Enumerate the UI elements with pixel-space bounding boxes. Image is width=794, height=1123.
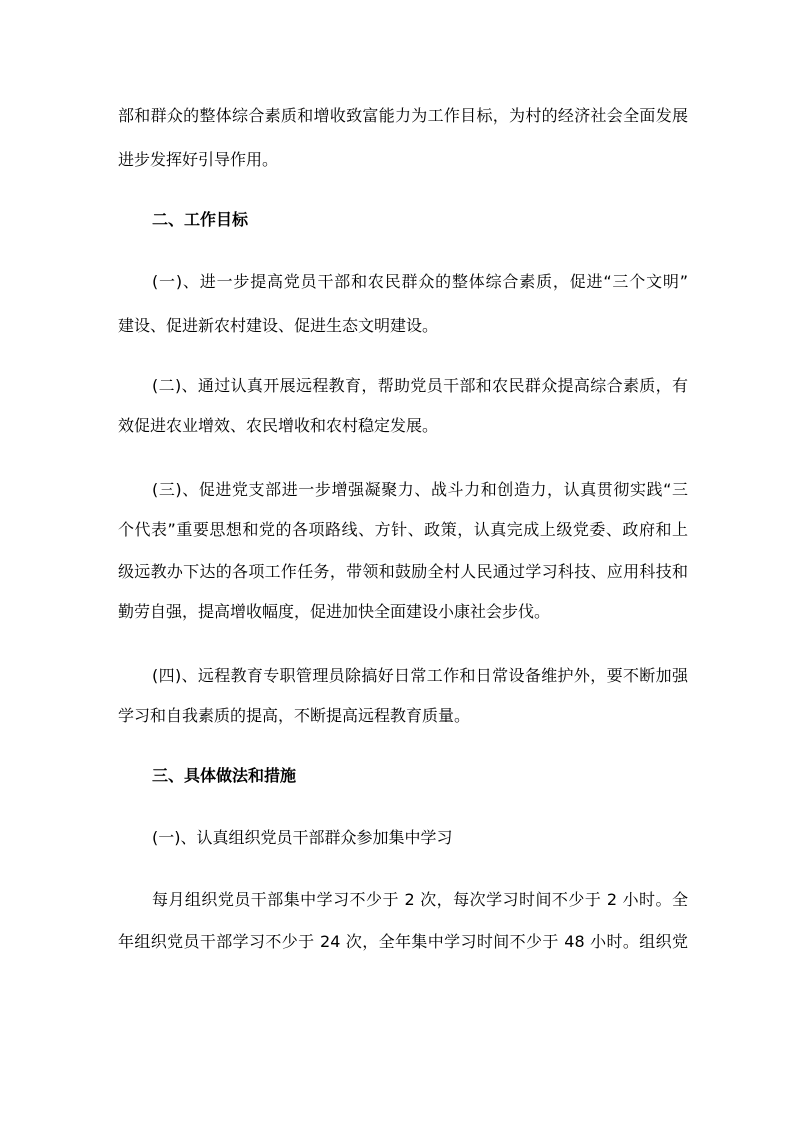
goal-1-line-1: (一)、进一步提高党员干部和农民群众的整体综合素质，促进“三个文明”	[152, 272, 688, 291]
goal-2-line-2: 效促进农业增效、农民增收和农村稳定发展。	[118, 416, 439, 435]
goal-3-line-2: 个代表”重要思想和党的各项路线、方针、政策，认真完成上级党委、政府和上	[118, 520, 688, 539]
section-3-heading: 三、具体做法和措施	[152, 766, 297, 785]
goal-4-line-2: 学习和自我素质的提高，不断提高远程教育质量。	[118, 706, 471, 725]
goal-3-line-1: (三)、促进党支部进一步增强凝聚力、战斗力和创造力，认真贯彻实践“三	[152, 480, 688, 499]
section-2-heading: 二、工作目标	[152, 210, 249, 229]
goal-1-line-2: 建设、促进新农村建设、促进生态文明建设。	[118, 316, 439, 335]
intro-line-1: 部和群众的整体综合素质和增收致富能力为工作目标，为村的经济社会全面发展	[118, 106, 688, 125]
intro-line-2: 进步发挥好引导作用。	[118, 150, 279, 169]
measure-1-line-1: 每月组织党员干部集中学习不少于 2 次，每次学习时间不少于 2 小时。全	[152, 890, 688, 909]
measure-1-subheading: (一)、认真组织党员干部群众参加集中学习	[152, 828, 453, 847]
goal-4-line-1: (四)、远程教育专职管理员除搞好日常工作和日常设备维护外，要不断加强	[152, 666, 688, 685]
goal-3-line-3: 级远教办下达的各项工作任务，带领和鼓励全村人民通过学习科技、应用科技和	[118, 562, 688, 581]
measure-1-line-2: 年组织党员干部学习不少于 24 次，全年集中学习时间不少于 48 小时。组织党	[118, 932, 688, 951]
goal-2-line-1: (二)、通过认真开展远程教育，帮助党员干部和农民群众提高综合素质，有	[152, 376, 688, 395]
goal-3-line-4: 勤劳自强，提高增收幅度，促进加快全面建设小康社会步伐。	[118, 602, 551, 621]
